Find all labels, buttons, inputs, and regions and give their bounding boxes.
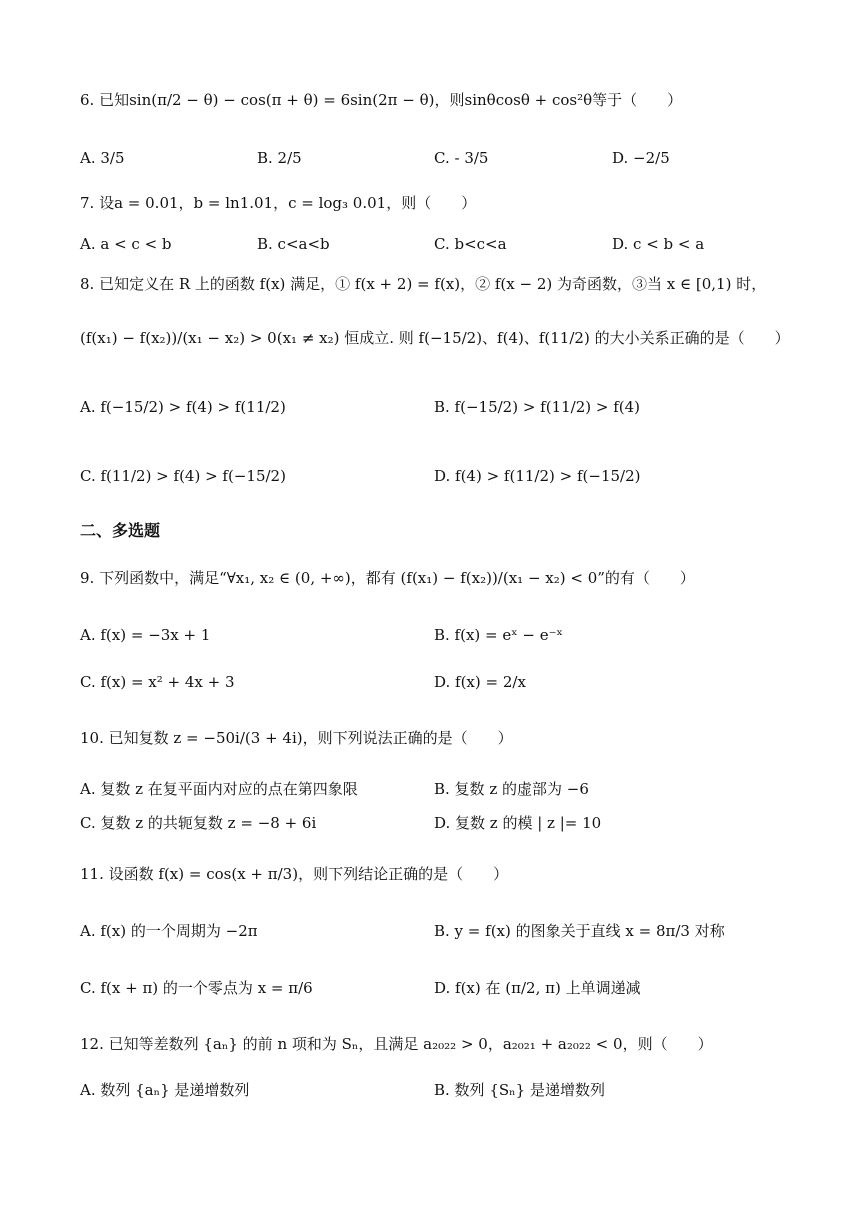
q12-stem: 12. 已知等差数列 {aₙ} 的前 n 项和为 Sₙ，且满足 a₂₀₂₂ > 0，a₂₀₂₁ + a₂₀₂₂ < 0，则（ ） bbox=[80, 1035, 713, 1053]
q10-stem: 10. 已知复数 z = −50i/(3 + 4i)，则下列说法正确的是（ ） bbox=[80, 729, 513, 747]
q6-option-d: D. −2/5 bbox=[612, 149, 670, 167]
q9-option-c: C. f(x) = x² + 4x + 3 bbox=[80, 673, 235, 691]
q8-option-d: D. f(4) > f(11/2) > f(−15/2) bbox=[434, 467, 641, 485]
q7-option-d: D. c < b < a bbox=[612, 235, 705, 253]
q6-option-a: A. 3/5 bbox=[80, 149, 125, 167]
q11-option-c: C. f(x + π) 的一个零点为 x = π/6 bbox=[80, 979, 313, 997]
q10-option-b: B. 复数 z 的虚部为 −6 bbox=[434, 780, 589, 798]
q8-option-c: C. f(11/2) > f(4) > f(−15/2) bbox=[80, 467, 286, 485]
q9-option-b: B. f(x) = eˣ − e⁻ˣ bbox=[434, 626, 563, 644]
q6-option-c: C. - 3/5 bbox=[434, 149, 489, 167]
q7-stem: 7. 设a = 0.01，b = ln1.01，c = log₃ 0.01，则（ ） bbox=[80, 194, 477, 212]
q12-option-a: A. 数列 {aₙ} 是递增数列 bbox=[80, 1081, 250, 1099]
q12-option-b: B. 数列 {Sₙ} 是递增数列 bbox=[434, 1081, 605, 1099]
q9-option-d: D. f(x) = 2/x bbox=[434, 673, 526, 691]
q8-stem-condition: (f(x₁) − f(x₂))/(x₁ − x₂) > 0(x₁ ≠ x₂) 恒成立. 则 f(−15/2)、f(4)、f(11/2) 的大小关系正确的是（ ） bbox=[80, 329, 790, 347]
q10-option-a: A. 复数 z 在复平面内对应的点在第四象限 bbox=[80, 780, 358, 798]
q11-option-a: A. f(x) 的一个周期为 −2π bbox=[80, 922, 258, 940]
q11-option-d: D. f(x) 在 (π/2, π) 上单调递减 bbox=[434, 979, 641, 997]
q8-option-b: B. f(−15/2) > f(11/2) > f(4) bbox=[434, 398, 641, 416]
q7-option-b: B. c<a<b bbox=[257, 235, 330, 253]
q7-option-a: A. a < c < b bbox=[80, 235, 172, 253]
q7-option-c: C. b<c<a bbox=[434, 235, 507, 253]
q6-stem: 6. 已知sin(π/2 − θ) − cos(π + θ) = 6sin(2π − θ)，则sinθcosθ + cos²θ等于（ ） bbox=[80, 91, 683, 109]
q6-option-b: B. 2/5 bbox=[257, 149, 302, 167]
q8-option-a: A. f(−15/2) > f(4) > f(11/2) bbox=[80, 398, 286, 416]
q10-option-d: D. 复数 z 的模 | z |= 10 bbox=[434, 814, 602, 832]
q9-option-a: A. f(x) = −3x + 1 bbox=[80, 626, 211, 644]
q8-stem: 8. 已知定义在 R 上的函数 f(x) 满足，① f(x + 2) = f(x)，② f(x − 2) 为奇函数，③当 x ∈ [0,1) 时， bbox=[80, 275, 767, 293]
q11-option-b: B. y = f(x) 的图象关于直线 x = 8π/3 对称 bbox=[434, 922, 725, 940]
q10-option-c: C. 复数 z 的共轭复数 z = −8 + 6i bbox=[80, 814, 317, 832]
section-heading-multiple-choice: 二、多选题 bbox=[80, 521, 161, 540]
q11-stem: 11. 设函数 f(x) = cos(x + π/3)，则下列结论正确的是（ ） bbox=[80, 865, 509, 883]
q9-stem: 9. 下列函数中，满足“∀x₁, x₂ ∈ (0, +∞)，都有 (f(x₁) − f(x₂))/(x₁ − x₂) < 0”的有（ ） bbox=[80, 569, 695, 587]
